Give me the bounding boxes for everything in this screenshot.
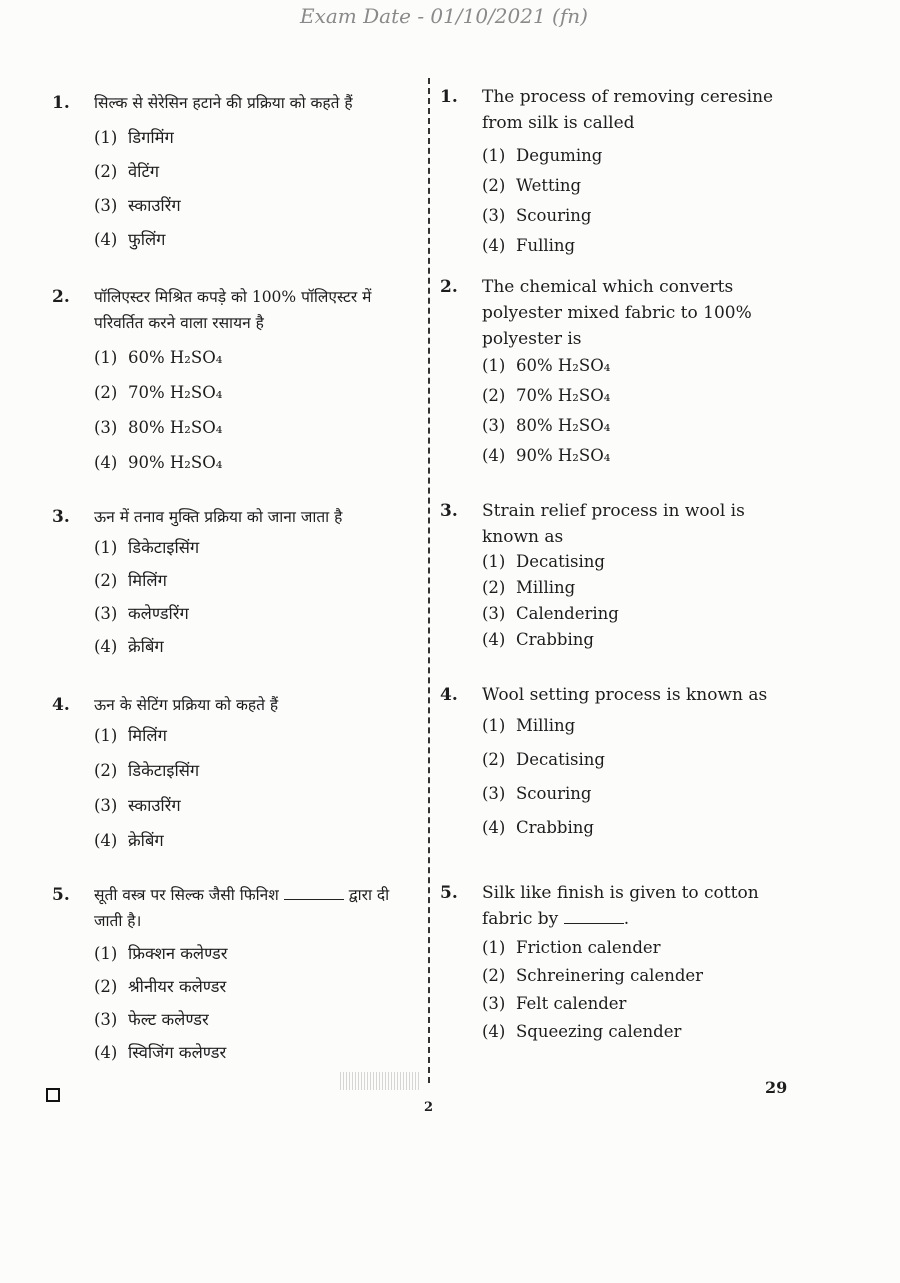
fill-in-blank (284, 885, 344, 900)
question-number: 1. (440, 87, 458, 107)
option[interactable]: (1) Deguming (482, 146, 603, 165)
option[interactable]: (2) 70% H₂SO₄ (94, 383, 223, 402)
option[interactable]: (3) Felt calender (482, 994, 627, 1013)
hindi-question-4 (46, 692, 408, 864)
option[interactable]: (3) 80% H₂SO₄ (482, 416, 611, 435)
hindi-question-1 (46, 90, 408, 262)
question-text: Silk like finish is given to cotton fabric by . (482, 883, 759, 929)
option[interactable]: (2) 70% H₂SO₄ (482, 386, 611, 405)
option[interactable]: (1) 60% H₂SO₄ (482, 356, 611, 375)
option[interactable]: (4) फुलिंग (94, 230, 166, 249)
barcode (340, 1072, 420, 1090)
option[interactable]: (1) फ्रिक्शन कलेण्डर (94, 944, 228, 963)
option[interactable]: (2) मिलिंग (94, 571, 167, 590)
option[interactable]: (1) डिकेटाइसिंग (94, 538, 200, 557)
option[interactable]: (2) Wetting (482, 176, 582, 195)
question-text: ऊन के सेटिंग प्रक्रिया को कहते हैं (94, 696, 279, 714)
question-text: ऊन में तनाव मुक्ति प्रक्रिया को जाना जाता है (94, 508, 343, 526)
option[interactable]: (3) Scouring (482, 206, 592, 225)
question-number: 5. (52, 885, 70, 905)
question-number: 4. (52, 695, 70, 715)
question-text: Strain relief process in wool is known as (482, 501, 745, 547)
page-number: 2 (424, 1100, 434, 1115)
question-text: The process of removing ceresine from silk is called (482, 87, 774, 133)
option[interactable]: (1) 60% H₂SO₄ (94, 348, 223, 367)
column-divider (428, 78, 430, 1083)
english-question-2 (434, 274, 779, 474)
option[interactable]: (4) 90% H₂SO₄ (482, 446, 611, 465)
option[interactable]: (2) Milling (482, 578, 576, 597)
option[interactable]: (3) स्काउरिंग (94, 796, 181, 815)
option[interactable]: (3) Calendering (482, 604, 619, 623)
option[interactable]: (2) Schreinering calender (482, 966, 704, 985)
option[interactable]: (2) Decatising (482, 750, 605, 769)
english-question-3 (434, 498, 779, 654)
question-number: 2. (440, 277, 458, 297)
option[interactable]: (1) मिलिंग (94, 726, 167, 745)
question-number: 2. (52, 287, 70, 307)
option[interactable]: (3) फेल्ट कलेण्डर (94, 1010, 209, 1029)
handwritten-exam-date: Exam Date - 01/10/2021 (fn) (300, 4, 588, 28)
fill-in-blank (564, 909, 624, 924)
option[interactable]: (1) Milling (482, 716, 576, 735)
option[interactable]: (3) Scouring (482, 784, 592, 803)
question-text: सूती वस्त्र पर सिल्क जैसी फिनिश द्वारा दी जाती है। (94, 886, 390, 930)
option[interactable]: (4) क्रेबिंग (94, 637, 164, 656)
option[interactable]: (1) Decatising (482, 552, 605, 571)
option[interactable]: (4) Crabbing (482, 818, 594, 837)
option[interactable]: (4) स्विजिंग कलेण्डर (94, 1043, 227, 1062)
english-question-5 (434, 880, 779, 1048)
question-text: Wool setting process is known as (482, 685, 768, 705)
option[interactable]: (2) वेटिंग (94, 162, 160, 181)
question-number: 1. (52, 93, 70, 113)
option[interactable]: (3) 80% H₂SO₄ (94, 418, 223, 437)
question-number: 3. (52, 507, 70, 527)
english-question-1 (434, 84, 779, 264)
hindi-question-3 (46, 504, 408, 668)
option[interactable]: (4) Crabbing (482, 630, 594, 649)
question-text: सिल्क से सेरेसिन हटाने की प्रक्रिया को कहते हैं (94, 94, 353, 112)
question-number: 3. (440, 501, 458, 521)
option[interactable]: (4) क्रेबिंग (94, 831, 164, 850)
corner-square-mark (46, 1088, 60, 1102)
option[interactable]: (4) Fulling (482, 236, 576, 255)
question-number: 4. (440, 685, 458, 705)
option[interactable]: (2) डिकेटाइसिंग (94, 761, 200, 780)
hindi-question-5 (46, 882, 408, 1074)
option[interactable]: (2) श्रीनीयर कलेण्डर (94, 977, 227, 996)
hindi-question-2 (46, 284, 408, 486)
code-number: 29 (765, 1078, 788, 1097)
question-number: 5. (440, 883, 458, 903)
question-text: The chemical which converts polyester mixed fabric to 100% polyester is (482, 277, 752, 349)
option[interactable]: (1) डिगमिंग (94, 128, 174, 147)
option[interactable]: (1) Friction calender (482, 938, 661, 957)
option[interactable]: (4) Squeezing calender (482, 1022, 682, 1041)
option[interactable]: (3) स्काउरिंग (94, 196, 181, 215)
option[interactable]: (3) कलेण्डरिंग (94, 604, 189, 623)
question-text: पॉलिएस्टर मिश्रित कपड़े को 100% पॉलिएस्टर में परिवर्तित करने वाला रसायन है (94, 288, 372, 332)
english-question-4 (434, 682, 779, 850)
option[interactable]: (4) 90% H₂SO₄ (94, 453, 223, 472)
